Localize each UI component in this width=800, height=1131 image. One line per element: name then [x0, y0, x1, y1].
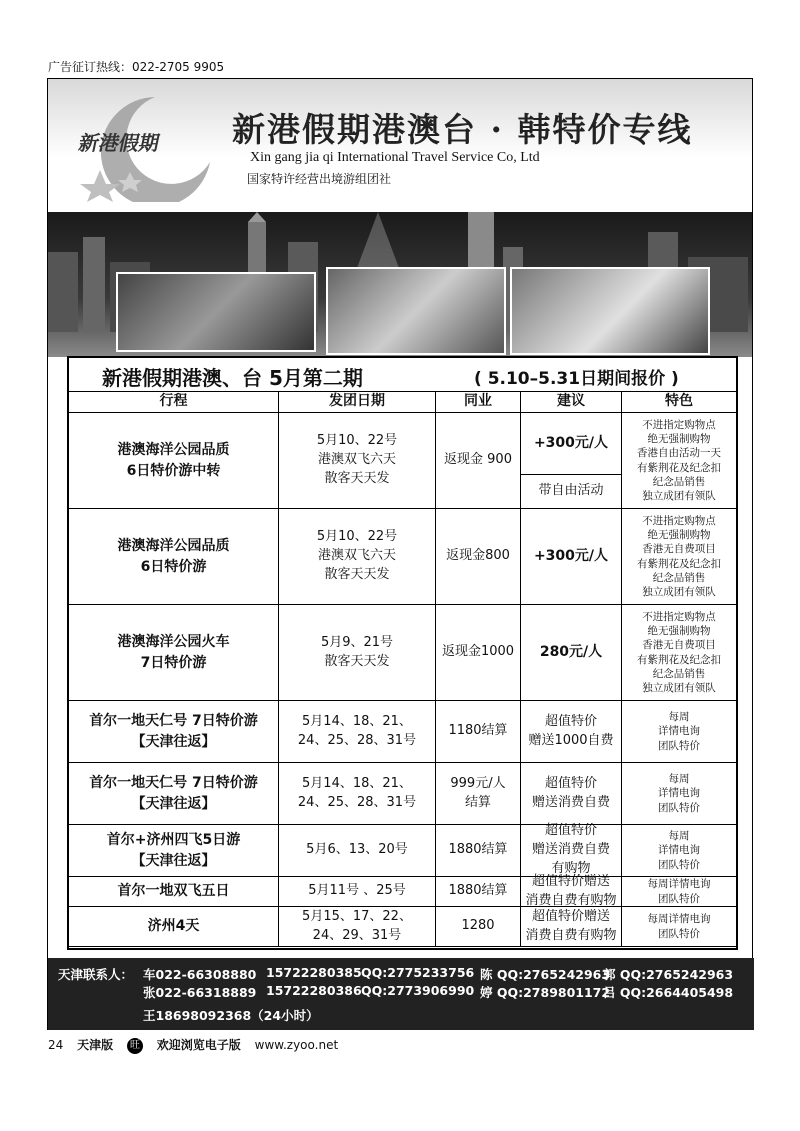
contact-entry: 陈 QQ:2765242963 — [480, 967, 611, 982]
brand-title: 新港假期港澳台 · 韩特价专线 — [232, 110, 693, 149]
peer-price-cell: 返现金 900 — [436, 413, 521, 509]
suggest-price-cell: 280元/人 — [521, 605, 622, 701]
contact-entry: 吕 QQ:2664405498 — [603, 985, 734, 1000]
feature-cell: 不进指定购物点 绝无强制购物 香港无自费项目 有紫荆花及纪念扣 纪念品销售 独立成团有领队 — [622, 509, 736, 605]
route-cell: 港澳海洋公园品质 6日特价游 — [69, 509, 279, 605]
contact-entry: QQ:2773906990 — [361, 983, 475, 998]
brand-subtitle: 国家特许经营出境游组团社 — [247, 172, 392, 186]
table-title: 新港假期港澳、台 5月第二期 — [102, 366, 363, 390]
ad-hotline: 广告征订热线：022-2705 9905 — [48, 60, 225, 74]
date-cell: 5月6、13、20号 — [279, 825, 436, 877]
contact-entry: QQ:2775233756 — [361, 965, 475, 980]
date-cell: 5月10、22号 港澳双飞六天 散客天天发 — [279, 413, 436, 509]
route-cell: 济州4天 — [69, 907, 279, 947]
date-cell: 5月9、21号 散客天天发 — [279, 605, 436, 701]
date-cell: 5月10、22号 港澳双飞六天 散客天天发 — [279, 509, 436, 605]
suggest-price-cell: 超值特价 赠送消费自费 有购物 — [521, 825, 622, 877]
peer-price-cell: 返现金1000 — [436, 605, 521, 701]
contact-line-3: 王18698092368（24小时） — [143, 1008, 319, 1023]
route-cell: 首尔一地天仁号 7日特价游 【天津往返】 — [69, 701, 279, 763]
feature-cell: 每周 详情电询 团队特价 — [622, 763, 736, 825]
route-cell: 首尔一地双飞五日 — [69, 877, 279, 907]
route-cell: 港澳海洋公园品质 6日特价游中转 — [69, 413, 279, 509]
slogan: 欢迎浏览电子版 — [156, 1038, 241, 1052]
peer-price-cell: 1280 — [436, 907, 521, 947]
suggest-price-cell: 超值特价赠送 消费自费有购物 — [521, 877, 622, 907]
peer-price-cell: 1880结算 — [436, 877, 521, 907]
table-title-bar — [69, 358, 736, 392]
peer-price-cell: 999元/人 结算 — [436, 763, 521, 825]
badge-icon: 旺 — [127, 1038, 143, 1054]
suggest-price-cell: +300元/人 — [521, 413, 622, 475]
date-cell: 5月11号 、25号 — [279, 877, 436, 907]
suggest-price-cell: +300元/人 — [521, 509, 622, 605]
contact-entry: 15722280386 — [266, 983, 362, 998]
suggest-note-cell: 带自由活动 — [521, 475, 622, 509]
suggest-price-cell: 超值特价 赠送1000自费 — [521, 701, 622, 763]
feature-cell: 不进指定购物点 绝无强制购物 香港自由活动一天 有紫荆花及纪念扣 纪念品销售 独立成团有领队 — [622, 413, 736, 509]
date-cell: 5月15、17、22、 24、29、31号 — [279, 907, 436, 947]
edition-label: 天津版 — [77, 1038, 114, 1052]
brand-english-name: Xin gang jia qi International Travel Service Co, Ltd — [250, 150, 540, 165]
table-period: ( 5.10–5.31日期间报价 ) — [474, 369, 679, 389]
feature-cell: 不进指定购物点 绝无强制购物 香港无自费项目 有紫荆花及纪念扣 纪念品销售 独立成团有领队 — [622, 605, 736, 701]
table-header-cell: 特色 — [622, 391, 736, 413]
route-cell: 首尔一地天仁号 7日特价游 【天津往返】 — [69, 763, 279, 825]
contact-footer — [48, 958, 754, 1030]
contact-entry: 郭 QQ:2765242963 — [603, 967, 734, 982]
feature-cell: 每周详情电询 团队特价 — [622, 907, 736, 947]
contact-entry: 15722280385 — [266, 965, 362, 980]
feature-cell: 每周 详情电询 团队特价 — [622, 825, 736, 877]
table-header-cell: 发团日期 — [279, 391, 436, 413]
price-table — [67, 356, 738, 950]
peer-price-cell: 1880结算 — [436, 825, 521, 877]
peer-price-cell: 返现金800 — [436, 509, 521, 605]
page-number: 24 — [48, 1038, 64, 1052]
website-link[interactable]: www.zyoo.net — [254, 1038, 339, 1052]
logo-text: 新港假期 — [76, 131, 162, 155]
table-header-cell: 同业 — [436, 391, 521, 413]
contact-entry: 车022-66308880 — [143, 967, 257, 982]
date-cell: 5月14、18、21、 24、25、28、31号 — [279, 763, 436, 825]
page-footer — [48, 1036, 348, 1054]
feature-cell: 每周 详情电询 团队特价 — [622, 701, 736, 763]
contact-entry: 婷 QQ:2789801172 — [480, 985, 611, 1000]
peer-price-cell: 1180结算 — [436, 701, 521, 763]
contact-entry: 张022-66318889 — [143, 985, 257, 1000]
table-header-cell: 行程 — [69, 391, 279, 413]
suggest-price-cell: 超值特价 赠送消费自费 — [521, 763, 622, 825]
table-header-cell: 建议 — [521, 391, 622, 413]
date-cell: 5月14、18、21、 24、25、28、31号 — [279, 701, 436, 763]
route-cell: 港澳海洋公园火车 7日特价游 — [69, 605, 279, 701]
feature-cell: 每周详情电询 团队特价 — [622, 877, 736, 907]
suggest-price-cell: 超值特价赠送 消费自费有购物 — [521, 907, 622, 947]
route-cell: 首尔+济州四飞5日游 【天津往返】 — [69, 825, 279, 877]
contact-label: 天津联系人： — [58, 967, 134, 982]
